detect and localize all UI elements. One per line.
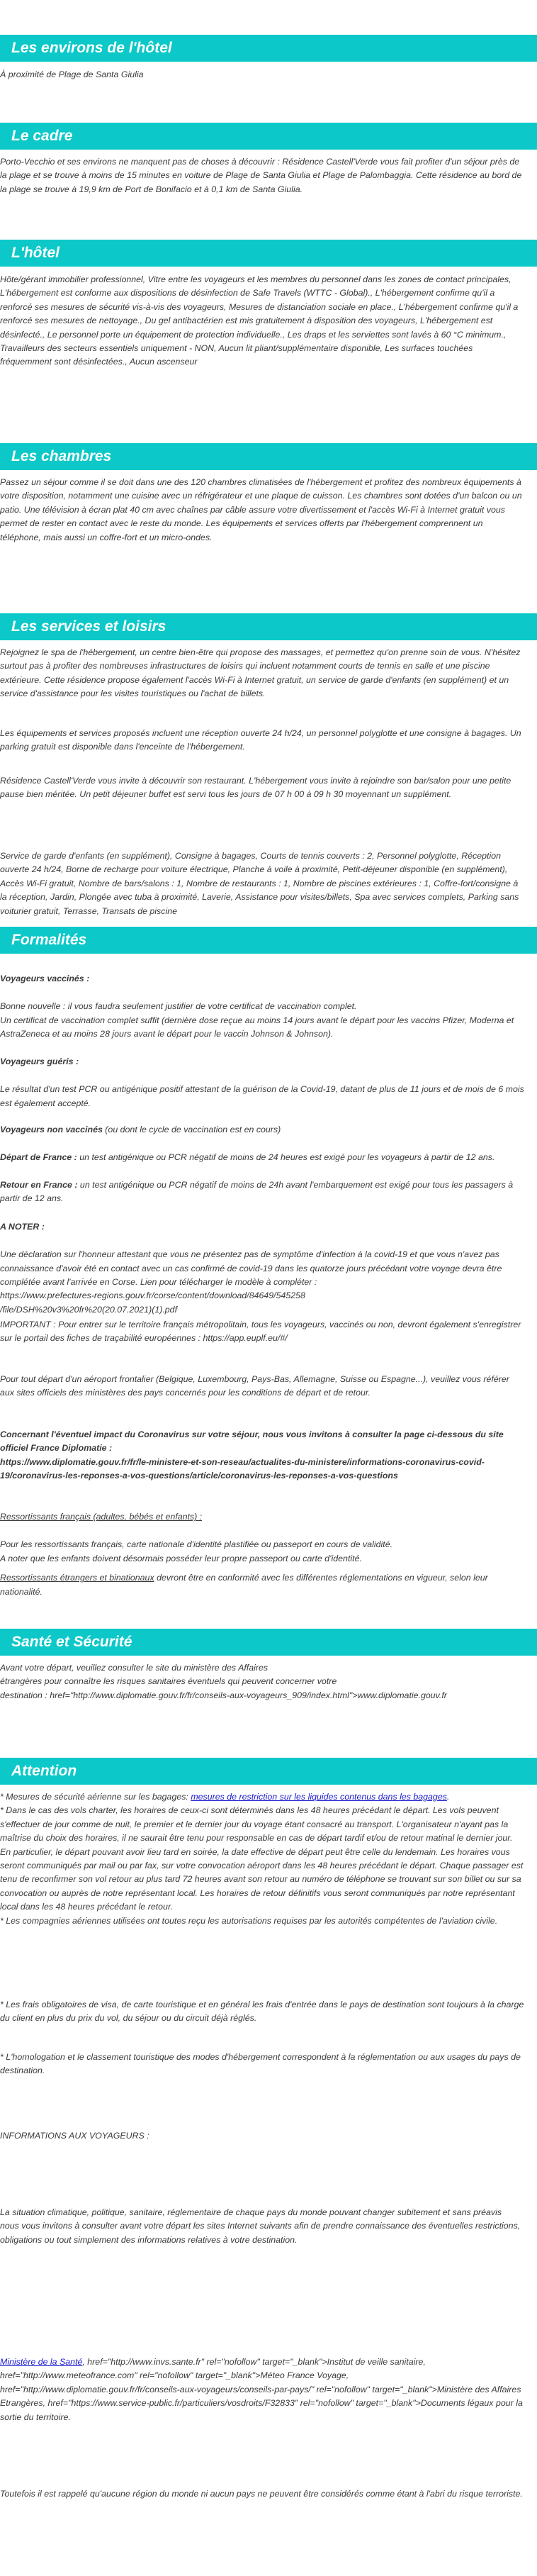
attention-m1: [0, 1790, 526, 1928]
section-title-sante: Santé et Sécurité: [0, 1629, 537, 1656]
ministere-rest: , href="http://www.invs.sante.fr" rel="nofollow" target="_blank">Institut de veille sanitaire, href="http://www.meteofrance.com" rel="nofollow" target="_blank">Méteo France Voyage, href="http://www.diplomatie.gouv.fr/fr/conseils-aux-voyageurs/conseils-par-pays/" rel="nofollow" target="_blank">Ministère des Affaires Etrangères, href="https://www.service-public.fr/particuliers/vosdroits/F32833" rel="nofollow" target="_blank">Documents légaux pour la sortie du territoire.: [0, 2357, 523, 2422]
nonvaccines-note: (ou dont le cycle de vaccination est en cours): [102, 1125, 281, 1135]
terrorisme-text: Toutefois il est rappelé qu'aucune région du monde ni aucun pays ne peuvent être considérés comme étant à l'abri du risque terroriste.: [0, 2489, 523, 2499]
attention-m1-rest: . * Dans le cas des vols charter, les horaires de ceux-ci sont déterminés dans les 48 heures précédant le départ. Les vols peuvent s'effectuer de jour comme de nuit, le premier et le dernier jour du voyage étant consacré au transport. L'organisateur n'ayant pas la maîtrise du choix des horaires, il ne saurait être tenu pour responsable en cas de départ tardif et/ou de retour matinal le dernier jour. En particulier, le départ pouvant avoir lieu tard en soirée, la date effective de départ peut être celle du lendemain. Les horaires vous seront communiqués par mail ou par fax, sur votre convocation aéroport dans les 48 heures précédant le départ. Chaque passager est tenu de reconfirmer son vol retour au plus tard 72 heures avant son retour au numéro de téléphone se trouvant sur son billet ou sur sa convocation ou auprès de notre représentant local. Les horaires de retour définitifs vous seront communiqués par notre représentant local dans les 48 heures précédant le retour. * Les compagnies aériennes utilisées ont toutes reçu les autorisations requises par les autorités compétentes de l'aviation civile.: [0, 1792, 524, 1926]
section-title-services: Les services et loisirs: [0, 613, 537, 640]
attention-m2: * Les frais obligatoires de visa, de carte touristique et en général les frais d'entrée dans le pays de destination sont toujours à la charge du client en plus du prix du vol, du séjour ou du circuit déjà réglés.: [0, 2000, 524, 2024]
important-text: IMPORTANT : Pour entrer sur le territoire français métropolitain, tous les voyageurs, vaccinés ou non, devront également s'enregistrer sur le portail des fiches de traçabilité européennes : https://app.euplf.eu/#/: [0, 1320, 521, 1344]
services-p4: Service de garde d'enfants (en supplément), Consigne à bagages, Courts de tennis couverts : 2, Personnel polyglotte, Réception ouverte 24 h/24, Borne de recharge pour voiture électrique, Planche à voile à proximité, Petit-déjeuner disponible (en supplément), Accès Wi-Fi gratuit, Nombre de bars/salons : 1, Nombre de restaurants : 1, Nombre de piscines extérieures : 1, Coffre-fort/consigne à la réception, Jardin, Plongée avec tuba à proximité, Laverie, Assistance pour visites/billets, Spa avec services complets, Parking sans voiturier gratuit, Terrasse, Transats de piscine: [0, 851, 519, 916]
section-title-attention: Attention: [0, 1758, 537, 1785]
ministere-block: [0, 2355, 526, 2424]
nonvaccines-heading: Voyageurs non vaccinés: [0, 1125, 103, 1135]
section-title-environs: Les environs de l'hôtel: [0, 35, 537, 62]
situation-text: La situation climatique, politique, sanitaire, réglementaire de chaque pays du monde pouvant changer subitement et sans préavis nous vous invitons à consulter avant votre départ les sites Internet suivants afin de prendre connaissance des éventuelles restrictions, obligations ou tout simplement des informations relatives à votre destination.: [0, 2207, 521, 2245]
hotel-text: Hôte/gérant immobilier professionnel, Vitre entre les voyageurs et les membres du personnel dans les zones de contact principales, L'hébergement est conforme aux dispositions de désinfection de Safe Travels (WTTC - Global)., L'hébergement confirme qu'il a renforcé ses mesures de sécurité vis-à-vis des voyageurs, Mesures de distanciation sociale en place., L'hébergement confirme qu'il a renforcé ses mesures de nettoyage., Du gel antibactérien est mis gratuitement à disposition des voyageurs, L'hébergement est désinfecté., Le personnel porte un équipement de protection individuelle., Les draps et les serviettes sont lavés à 60 °C minimum., Travailleurs des secteurs essentiels uniquement - NON, Aucun lit pliant/supplémentaire disponible, Les surfaces touchées fréquemment sont désinfectées., Aucun ascenseur: [0, 274, 519, 367]
section-title-hotel: L'hôtel: [0, 240, 537, 267]
section-title-formalites: Formalités: [0, 927, 537, 954]
services-p2: Les équipements et services proposés incluent une réception ouverte 24 h/24, un personnel polyglotte et une consigne à bagages. Un parking gratuit est disponible dans l'enceinte de l'hébergement.: [0, 728, 521, 752]
vaccines-text: Bonne nouvelle : il vous faudra seulement justifier de votre certificat de vaccination complet. Un certificat de vaccination complet suffit (dernière dose reçue au moins 14 jours avant le départ pour les vaccins Pfizer, Moderna et AstraZeneca et au moins 28 jours avant le départ pour le vaccin Johnson & Johnson).: [0, 1001, 514, 1039]
sante-text: Avant votre départ, veuillez consulter le site du ministère des Affaires étrangères pour connaître les risques sanitaires éventuels qui peuvent concerner votre destination : href="http://www.diplomatie.gouv.fr/fr/conseils-aux-voyageurs_909/index.html">www.diplomatie.gouv.fr: [0, 1663, 447, 1700]
environs-text: À proximité de Plage de Santa Giulia: [0, 69, 144, 79]
concernant-text: Concernant l'éventuel impact du Coronavirus sur votre séjour, nous vous invitons à consulter la page ci-dessous du site officiel France Diplomatie : https://www.diplomatie.gouv.fr/fr/le-ministere-et-son-reseau/actualites-du-ministere/informations-coronavirus-covid-19/coronavirus-les-reponses-a-vos-questions/article/coronavirus-les-reponses-a-vos-questions: [0, 1429, 504, 1481]
depart-text: un test antigénique ou PCR négatif de moins de 24 heures est exigé pour les voyageurs à partir de 12 ans.: [77, 1152, 495, 1163]
fr-text: Pour les ressortissants français, carte nationale d'identité plastifiée ou passeport en cours de validité. A noter que les enfants doivent désormais posséder leur propre passeport ou carte d'identité.: [0, 1539, 393, 1563]
services-p1: Rejoignez le spa de l'hébergement, un centre bien-être qui propose des massages, et permettez qu'on prenne soin de vous. N'hésitez surtout pas à profiter des nombreuses infrastructures de loisirs qui incluent notamment courts de tennis en salle et une piscine extérieure. Cette résidence propose également l'accès Wi-Fi à Internet gratuit, un service de garde d'enfants (en supplément) et un service d'assistance pour les visites touristiques ou l'achat de billets.: [0, 647, 521, 699]
retour-text: un test antigénique ou PCR négatif de moins de 24h avant l'embarquement est exigé pour tous les passagers à partir de 12 ans.: [0, 1180, 514, 1204]
attention-m3: * L'homologation et le classement touristique des modes d'hébergement correspondent à la réglementation ou aux usages du pays de destination.: [0, 2052, 521, 2076]
gueris-text: Le résultat d'un test PCR ou antigénique positif attestant de la guérison de la Covid-19, datant de plus de 11 jours et de mois de 6 mois est également accepté.: [0, 1084, 524, 1108]
frontalier-text: Pour tout départ d'un aéroport frontalier (Belgique, Luxembourg, Pays-Bas, Allemagne, Suisse ou Espagne...), veuillez vous référer aux sites officiels des ministères des pays concernés pour les conditions de départ et de retour.: [0, 1374, 509, 1398]
etrangers-heading: Ressortissants étrangers et binationaux: [0, 1573, 154, 1583]
gueris-heading: Voyageurs guéris :: [0, 1056, 79, 1067]
info-voyageurs-heading: INFORMATIONS AUX VOYAGEURS :: [0, 2131, 149, 2141]
ministere-sante-link[interactable]: Ministère de la Santé: [0, 2357, 83, 2367]
depart-heading: Départ de France :: [0, 1152, 77, 1163]
retour-heading: Retour en France :: [0, 1180, 78, 1191]
nonvaccines-block: [0, 1110, 526, 1220]
anoter-block: [0, 1207, 526, 1331]
etrangers-text: devront être en conformité avec les différentes réglementations en vigueur, selon leur nationalité.: [0, 1573, 488, 1597]
vaccines-block: [0, 959, 526, 1055]
etrangers-block: [0, 1558, 526, 1599]
cadre-text: Porto-Vecchio et ses environs ne manquent pas de choses à découvrir : Résidence Castell'Verde vous fait profiter d'un séjour près de la plage et se trouve à moins de 15 minutes en voiture de Plage de Santa Giulia et Plage de Palombaggia. Cette résidence au bord de la plage se trouve à 19,9 km de Port de Bonifacio et à 0,1 km de Santa Giulia.: [0, 157, 522, 194]
services-p3: Résidence Castell'Verde vous invite à découvrir son restaurant. L'hébergement vous invite à rejoindre son bar/salon pour une petite pause bien méritée. Un petit déjeuner buffet est servi tous les jours de 07 h 00 à 09 h 30 moyennant un supplément.: [0, 776, 511, 800]
attention-m1-prefix: * Mesures de sécurité aérienne sur les bagages:: [0, 1792, 191, 1802]
liquids-restriction-link[interactable]: mesures de restriction sur les liquides contenus dans les bagages: [191, 1792, 447, 1802]
anoter-heading: A NOTER :: [0, 1222, 45, 1232]
section-title-chambres: Les chambres: [0, 443, 537, 470]
chambres-text: Passez un séjour comme il se doit dans une des 120 chambres climatisées de l'hébergement et profitez des nombreux équipements à votre disposition, notamment une cuisine avec un réfrigérateur et une plaque de cuisson. Les chambres sont dotées d'un balcon ou un patio. Une télévision à écran plat 40 cm avec chaînes par câble assure votre divertissement et l'accès Wi-Fi à Internet gratuit vous permet de rester en contact avec le reste du monde. Les équipements et services offerts par l'hébergement comprennent un téléphone, mais aussi un coffre-fort et un micro-ondes.: [0, 477, 522, 542]
fr-heading: Ressortissants français (adultes, bébés et enfants) :: [0, 1512, 203, 1522]
section-title-cadre: Le cadre: [0, 123, 537, 150]
anoter-text: Une déclaration sur l'honneur attestant que vous ne présentez pas de symptôme d'infection à la covid-19 et que vous n'avez pas connaissance d'avoir été en contact avec un cas confirmé de covid-19 dans les quatorze jours précédant votre voyage devra être complétée avant l'arrivée en Corse. Lien pour télécharger le modèle à compléter : https://www.prefectures-regions.gouv.fr/corse/content/download/84649/545258 /file/DSH%20v3%20fr%20(20.07.2021)(1).pdf: [0, 1249, 502, 1315]
vaccines-heading: Voyageurs vaccinés :: [0, 974, 90, 984]
